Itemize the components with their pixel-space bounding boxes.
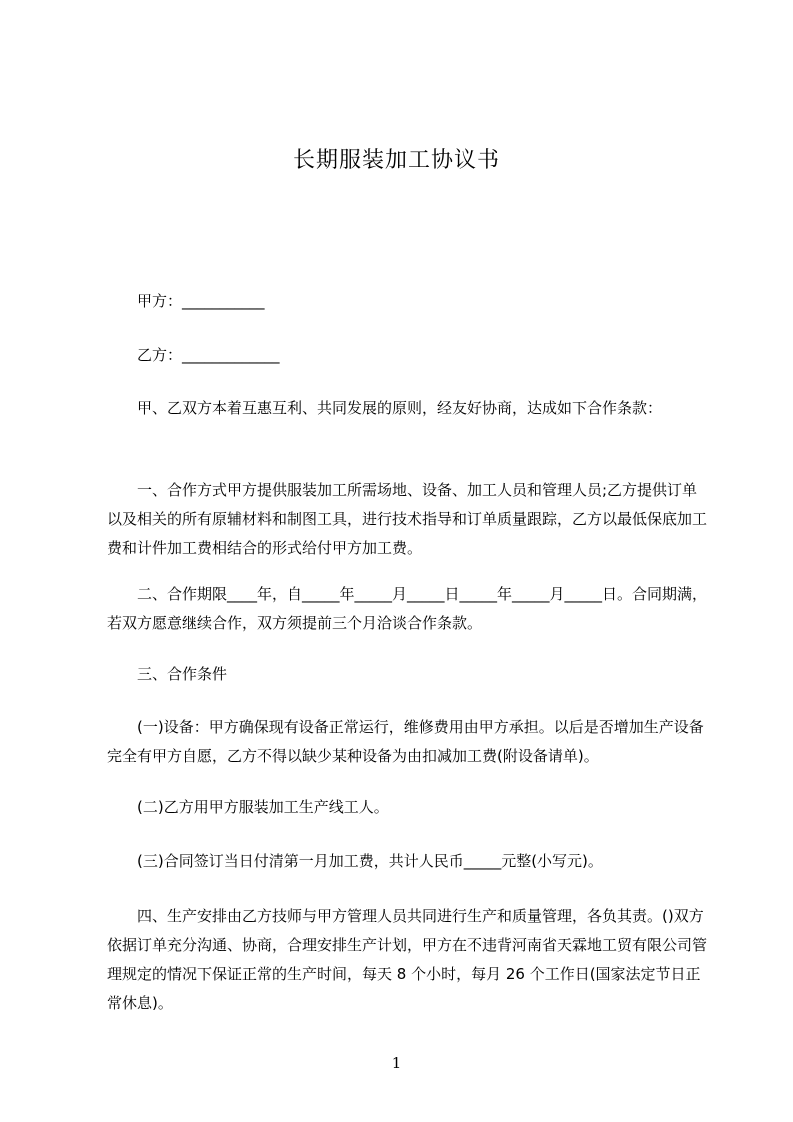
intro-paragraph: 甲、乙双方本着互惠互利、共同发展的原则，经友好协商，达成如下合作条款： [137, 399, 663, 417]
page-number: 1 [391, 1054, 402, 1072]
clause-3-item-1: (一)设备：甲方确保现有设备正常运行，维修费用由甲方承担。以后是否增加生产设备完全有甲方自愿，乙方不得以缺少某种设备为由扣减加工费(附设备请单)。 [107, 718, 704, 765]
clause-3-item-3: (三)合同签订当日付清第一月加工费，共计人民币_____元整(小写元)。 [137, 852, 603, 870]
document-title: 长期服装加工协议书 [292, 148, 500, 173]
clause-3-heading: 三、合作条件 [137, 665, 228, 683]
clause-3-item-2: (二)乙方用甲方服装加工生产线工人。 [137, 798, 389, 816]
party-a-line: 甲方：___________ [137, 292, 265, 310]
party-b-line: 乙方：_____________ [137, 346, 280, 364]
clause-4-paragraph: 四、生产安排由乙方技师与甲方管理人员共同进行生产和质量管理，各负其责。()双方依据订单充分沟通、协商，合理安排生产计划，甲方在不违背河南省天霖地工贸有限公司管理规定的情况下保证正常的生产时间，每天 8 个小时，每月 26 个工作日(国家法定节日正常休息)。 [107, 907, 708, 1012]
clause-1-paragraph: 一、合作方式甲方提供服装加工所需场地、设备、加工人员和管理人员;乙方提供订单以及相关的所有原辅材料和制图工具，进行技术指导和订单质量跟踪，乙方以最低保底加工费和计件加工费相结合的形式给付甲方加工费。 [107, 481, 708, 557]
clause-2-paragraph: 二、合作期限____年，自_____年_____月_____日_____年_____月_____日。合同期满，若双方愿意继续合作，双方须提前三个月洽谈合作条款。 [107, 585, 708, 632]
